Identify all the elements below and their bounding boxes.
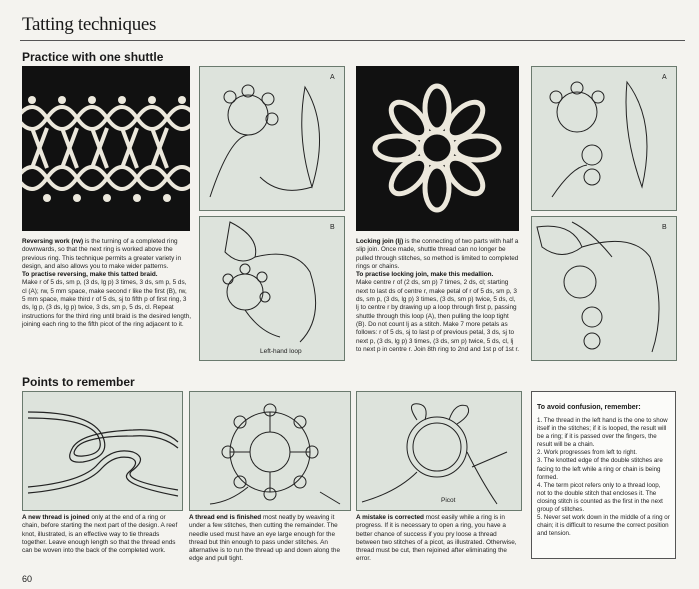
diagram-reversing-a: [199, 66, 345, 211]
locking-body2: Make centre r of (2 ds, sm p) 7 times, 2 ds, cl; starting next to last ds of centre r, make petal of r of 5 ds, sm p, 3 ds, sm p, (3 ds, lg p) 3 times, (3 ds, sm p) twice, 5 ds, cl, lj to centre r by drawing up a loop through first p, passing shuttle through this loop (A), then pulling the loop tight (B). Do not count lj as a stitch. Make 7 more petals as follows: r of 5 ds, sj to last p of previous petal, 3 ds, sj to next p, (3 ds, lg p) 3 times, (3 ds, sm p) twice, 5 ds, cl, lj to next p in centre r. Join 8th ring to 2nd and 1st p of 1st r.: [356, 279, 520, 353]
diagram-reversing-b: [199, 216, 345, 361]
new-thread-lead: A new thread is joined: [22, 514, 90, 521]
new-thread-body: only at the end of a ring or chain, before starting the next part of the design. A reef knot, illustrated, is an effective way to tie threads together. Leave enough length so that the thread ends can be woven into the back of the completed work.: [22, 514, 178, 555]
title-rule: [20, 40, 685, 41]
confusion-item: 5. Never set work down in the middle of a ring or chain; it is difficult to resume the correct position and tension.: [537, 514, 670, 538]
label-b-right: B: [662, 224, 667, 231]
reversing-sub: To practise reversing, make this tatted braid.: [22, 271, 158, 279]
mistake-lead: A mistake is corrected: [356, 514, 424, 521]
confusion-title: To avoid confusion, remember:: [537, 404, 641, 411]
label-a: A: [330, 74, 335, 81]
mistake-body: most easily while a ring is in progress. If it is necessary to open a ring, you have a better chance of success if you pry loose a thread between two stitches of a picot, as illustrated. Otherwise, thread must be cut, then rejoined after eliminating the error.: [356, 514, 517, 563]
section1-heading: Practice with one shuttle: [22, 50, 164, 64]
diagram-thread-end: [189, 391, 351, 511]
label-left-hand-loop: Left-hand loop: [260, 348, 302, 355]
section2-heading: Points to remember: [22, 375, 135, 389]
braid-photo: [22, 66, 190, 231]
confusion-item: 3. The knotted edge of the double stitches are facing to the left while a ring or chain is being formed.: [537, 457, 663, 481]
confusion-box: [531, 391, 676, 559]
page-title: Tatting techniques: [22, 14, 157, 35]
confusion-item: 4. The term picot refers only to a thread loop, not to the double stitch that encloses it. The closing stitch is counted as the first in the next group of stitches.: [537, 481, 663, 514]
reversing-body: is the turning of a completed ring downwards, so that the next ring is worked above the previous ring. This technique permits a greater variety in design, and also allows you to make wider patterns.: [22, 238, 182, 270]
thread-end-text: [189, 514, 349, 564]
page-number: 60: [22, 574, 33, 584]
reversing-lead: Reversing work (rw): [22, 238, 84, 245]
confusion-item: 2. Work progresses from left to right.: [537, 449, 637, 457]
confusion-item: 1. The thread in the left hand is the one to show itself in the stitches; if it is looped, the result will be a ring; if it is passed over the fingers, the result will be a chain.: [537, 417, 668, 449]
new-thread-text: [22, 514, 182, 555]
label-a-right: A: [662, 74, 667, 81]
confusion-list: [537, 417, 670, 538]
diagram-reef-knot: [22, 391, 183, 511]
medallion-photo: [356, 66, 519, 231]
thread-end-body: most neatly by weaving it under a few stitches, then cutting the remainder. The needle used must have an eye large enough for the thread but thin enough to pass under stitches. An alternative is to run the thread up and down along the edge and pull tight.: [189, 514, 340, 563]
diagram-mistake: [356, 391, 522, 511]
label-picot: Picot: [441, 497, 456, 504]
diagram-locking-b: [531, 216, 677, 361]
mistake-text: [356, 514, 520, 564]
locking-lead: Locking join (lj): [356, 238, 404, 245]
locking-body: is the connecting of two parts with half a slip join. Once made, shuttle thread can no longer be pulled through stitches, so method is limited to completed rings or chains.: [356, 238, 519, 270]
thread-end-lead: A thread end is finished: [189, 514, 262, 521]
reversing-text: [22, 238, 192, 329]
locking-sub: To practise locking join, make this medallion.: [356, 271, 494, 279]
reversing-body2: Make r of 5 ds, sm p, (3 ds, lg p) 3 times, 3 ds, sm p, 5 ds, cl (A); rw, 5 mm space, make second r like the first (B), rw, 5 mm space, make third r of 5 ds, sj to fifth p of first ring, 3 ds, lg p, (3 ds, lg p) twice, 3 ds, sm p, 5 ds, cl. Repeat instructions for the third ring until braid is the desired length, joining each ring to the fifth picot of the ring adjacent to it.: [22, 279, 192, 328]
diagram-locking-a: [531, 66, 677, 211]
label-b: B: [330, 224, 335, 231]
locking-text: [356, 238, 520, 354]
